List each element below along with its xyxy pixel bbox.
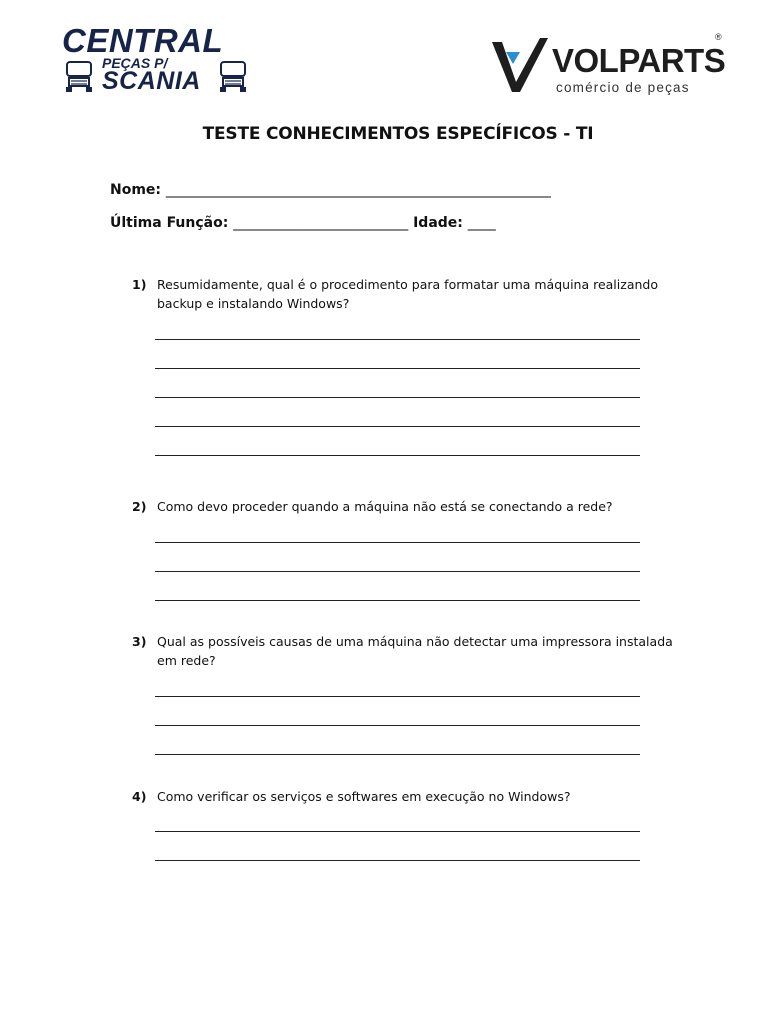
central-pecas-scania-logo [62, 22, 250, 96]
question-text: Como devo proceder quando a máquina não está se conectando a rede? [157, 499, 613, 514]
question-number: 2) [132, 499, 147, 514]
volparts-name: VOLPARTS [552, 42, 726, 79]
last-function-label: Última Função: [110, 215, 229, 231]
truck-front-icon [64, 58, 94, 94]
answer-line[interactable] [155, 725, 640, 726]
central-logo-line1: CENTRAL [62, 22, 224, 59]
answer-line[interactable] [155, 368, 640, 369]
name-blank[interactable]: _______________________________________________________ [165, 182, 551, 198]
answer-line[interactable] [155, 831, 640, 832]
last-function-blank[interactable]: _________________________ [233, 215, 409, 231]
question-number: 1) [132, 277, 147, 292]
name-field-row [110, 180, 551, 200]
age-label: Idade: [413, 215, 463, 231]
answer-line[interactable] [155, 696, 640, 697]
function-age-row [110, 213, 496, 233]
question-text: Como verificar os serviços e softwares em execução no Windows? [157, 789, 571, 804]
central-logo-line2: PEÇAS P/ [102, 55, 168, 71]
central-logo-line3: SCANIA [102, 67, 201, 95]
answer-line[interactable] [155, 397, 640, 398]
age-blank[interactable]: ____ [467, 215, 496, 231]
registered-mark: ® [715, 32, 722, 42]
question-number: 3) [132, 634, 147, 649]
answer-line[interactable] [155, 542, 640, 543]
volparts-v-mark-icon [490, 34, 560, 98]
truck-front-icon [218, 58, 248, 94]
answer-line[interactable] [155, 426, 640, 427]
question-text: Resumidamente, qual é o procedimento para formatar uma máquina realizando backup e instalando Windows? [157, 277, 658, 311]
answer-line[interactable] [155, 455, 640, 456]
answer-line[interactable] [155, 860, 640, 861]
volparts-logo [490, 30, 730, 100]
name-label: Nome: [110, 182, 162, 198]
answer-line[interactable] [155, 600, 640, 601]
question-number: 4) [132, 789, 147, 804]
question-text: Qual as possíveis causas de uma máquina não detectar uma impressora instalada em rede? [157, 634, 673, 668]
answer-line[interactable] [155, 571, 640, 572]
answer-line[interactable] [155, 339, 640, 340]
volparts-tagline: comércio de peças [556, 80, 690, 95]
answer-line[interactable] [155, 754, 640, 755]
document-title: TESTE CONHECIMENTOS ESPECÍFICOS - TI [202, 124, 594, 144]
